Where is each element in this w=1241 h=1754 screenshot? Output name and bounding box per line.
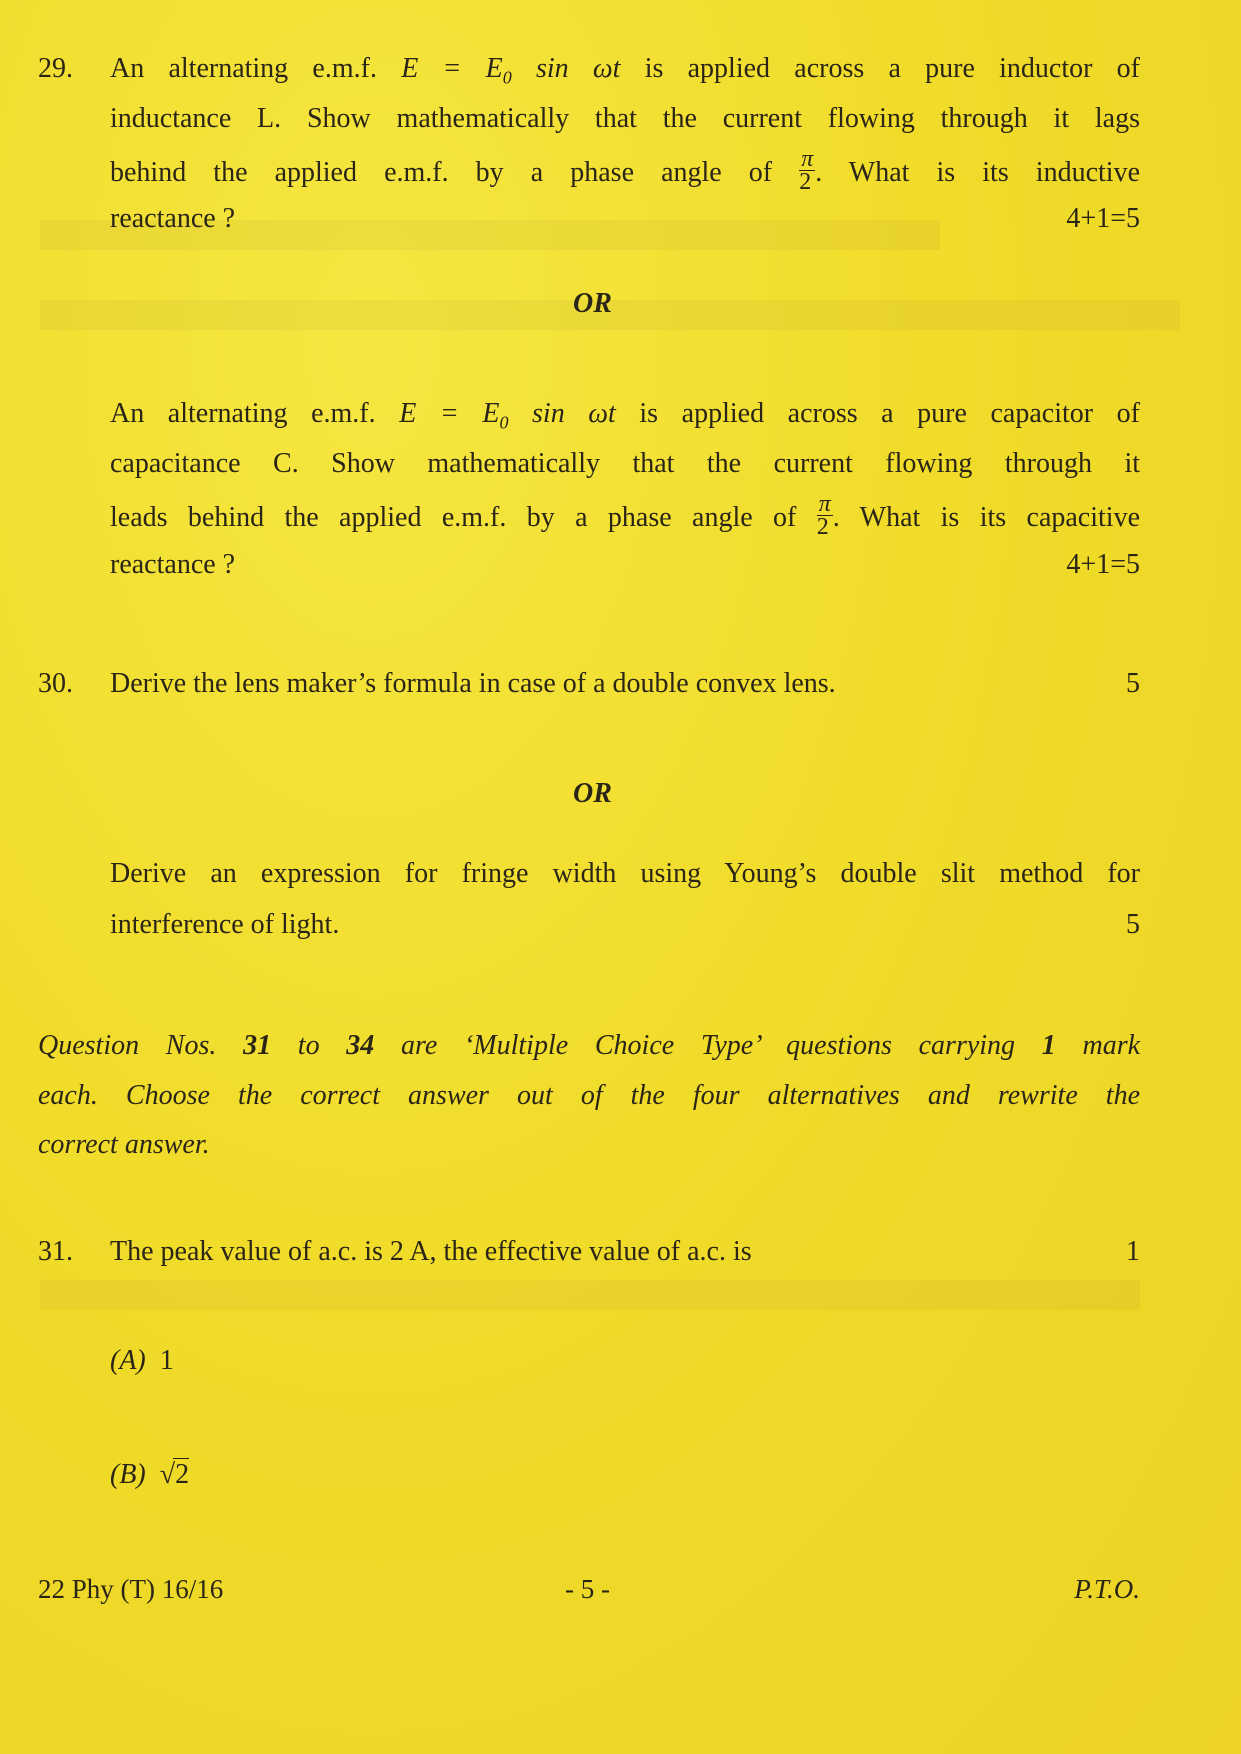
paper-code: 22 Phy (T) 16/16 [38, 1574, 224, 1604]
q29-alt-line-2: capacitance C. Show mathematically that the current flowing through it [110, 448, 1140, 479]
option-b: (B) √2 [110, 1459, 190, 1490]
marks: 1 [1126, 1236, 1140, 1267]
fraction-pi-over-2: $\frac{\pi}{2}$ [816, 491, 831, 540]
or-separator: OR [573, 778, 612, 809]
page-number: - 5 - [565, 1574, 610, 1604]
q29-line-3: behind the applied e.m.f. by a phase angle of $\frac{\pi}{2}$ . What is its inductive [110, 146, 1140, 195]
equation: $E = E_0$ sin ωt [399, 398, 616, 433]
q31-text: The peak value of a.c. is 2 A, the effective value of a.c. is [110, 1236, 752, 1267]
question-number: 29. [38, 53, 73, 84]
or-separator: OR [573, 288, 612, 319]
marks: 5 [1126, 668, 1140, 699]
q30-alt-line-2: interference of light. [110, 909, 340, 940]
question-number: 30. [38, 668, 73, 699]
q29-line-4: reactance ? [110, 203, 236, 234]
marks: 5 [1126, 909, 1140, 940]
text: An alternating e.m.f. [110, 53, 377, 84]
q30-text: Derive the lens maker’s formula in case of a double convex lens. [110, 668, 836, 699]
question-number: 31. [38, 1236, 73, 1267]
q29-alt-line-3: leads behind the applied e.m.f. by a phase angle of $\frac{\pi}{2}$ . What is its capacitive [110, 491, 1140, 540]
text: is applied across a pure inductor of [644, 53, 1140, 84]
please-turn-over: P.T.O. [1074, 1574, 1140, 1604]
instructions-line-1: Question Nos. 31 to 34 are ‘Multiple Choice Type’ questions carrying 1 mark [38, 1030, 1141, 1061]
q30-alt-line-1: Derive an expression for fringe width using Young’s double slit method for [110, 858, 1140, 889]
instructions-line-2: each. Choose the correct answer out of the four alternatives and rewrite the [38, 1080, 1140, 1111]
q29-line-1 [110, 52, 1140, 95]
q29-alt-line-1: An alternating e.m.f. $E = E_0$ sin ωt is applied across a pure capacitor of [110, 398, 1140, 433]
marks: 4+1=5 [1066, 549, 1140, 580]
instructions-line-3: correct answer. [38, 1129, 210, 1160]
equation: $E = E_0$ sin ωt [401, 53, 621, 88]
fraction-pi-over-2: $\frac{\pi}{2}$ [799, 146, 814, 195]
q29-line-2: inductance L. Show mathematically that the current flowing through it lags [110, 103, 1140, 134]
sqrt-symbol: √ [159, 1459, 176, 1490]
bleed-through-shadow [40, 1280, 1140, 1310]
q29-alt-line-4: reactance ? [110, 549, 236, 580]
marks: 4+1=5 [1066, 203, 1140, 234]
option-a: (A) 1 [110, 1345, 174, 1376]
